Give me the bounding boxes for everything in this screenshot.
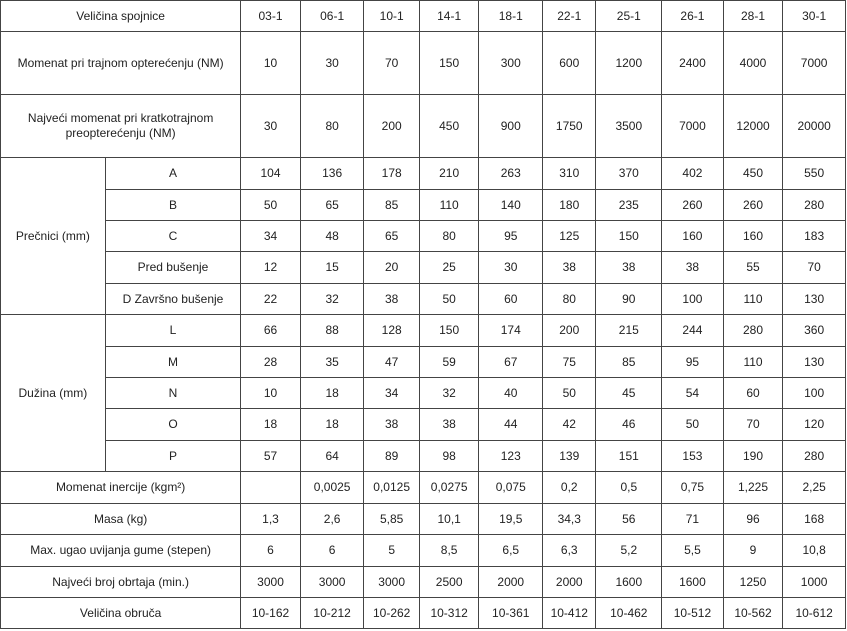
value-cell: 2000 (479, 567, 543, 598)
value-cell: 2,6 (300, 504, 364, 535)
value-cell: 71 (662, 504, 724, 535)
row-label: Veličina spojnice (1, 1, 241, 32)
value-cell: 95 (662, 347, 724, 378)
table-row (1, 158, 846, 190)
value-cell: 60 (723, 378, 783, 409)
value-cell: 46 (596, 409, 662, 441)
table-row (1, 32, 846, 95)
value-cell: 10-412 (543, 598, 596, 629)
value-cell: 20 (364, 252, 419, 284)
table-row (1, 315, 846, 347)
value-cell: 370 (596, 158, 662, 190)
value-cell: 10-162 (241, 598, 301, 629)
value-cell: 25 (419, 252, 479, 284)
value-cell: 550 (783, 158, 846, 190)
value-cell: 30 (300, 32, 364, 95)
table-row (1, 535, 846, 567)
value-cell: 1000 (783, 567, 846, 598)
value-cell: 54 (662, 378, 724, 409)
row-label: Max. ugao uvijanja gume (stepen) (1, 535, 241, 567)
value-cell: 59 (419, 347, 479, 378)
sub-label: N (105, 378, 241, 409)
value-cell: 10-562 (723, 598, 783, 629)
value-cell: 4000 (723, 32, 783, 95)
value-cell: 190 (723, 441, 783, 472)
value-cell: 8,5 (419, 535, 479, 567)
value-cell: 360 (783, 315, 846, 347)
value-cell: 0,75 (662, 472, 724, 504)
table-row (1, 221, 846, 252)
value-cell: 100 (662, 284, 724, 315)
value-cell: 0,075 (479, 472, 543, 504)
header-row (1, 1, 846, 32)
table-row (1, 441, 846, 472)
table-row (1, 347, 846, 378)
value-cell: 18 (300, 409, 364, 441)
value-cell: 1750 (543, 95, 596, 158)
value-cell: 75 (543, 347, 596, 378)
value-cell: 85 (596, 347, 662, 378)
value-cell: 50 (543, 378, 596, 409)
value-cell: 95 (479, 221, 543, 252)
value-cell: 6,5 (479, 535, 543, 567)
value-cell: 160 (723, 221, 783, 252)
value-cell: 180 (543, 190, 596, 221)
value-cell (241, 472, 301, 504)
value-cell: 310 (543, 158, 596, 190)
value-cell: 88 (300, 315, 364, 347)
value-cell: 70 (783, 252, 846, 284)
value-cell: 125 (543, 221, 596, 252)
value-cell: 130 (783, 284, 846, 315)
value-cell: 38 (364, 284, 419, 315)
row-label: Veličina obruča (1, 598, 241, 629)
value-cell: 64 (300, 441, 364, 472)
value-cell: 123 (479, 441, 543, 472)
value-cell: 10-512 (662, 598, 724, 629)
value-cell: 1,3 (241, 504, 301, 535)
row-label: Masa (kg) (1, 504, 241, 535)
group-label: Dužina (mm) (1, 315, 106, 472)
value-cell: 70 (364, 32, 419, 95)
value-cell: 10-612 (783, 598, 846, 629)
value-cell: 10,8 (783, 535, 846, 567)
value-cell: 80 (300, 95, 364, 158)
value-cell: 65 (364, 221, 419, 252)
value-cell: 10,1 (419, 504, 479, 535)
value-cell: 7000 (783, 32, 846, 95)
value-cell: 19,5 (479, 504, 543, 535)
table-row (1, 472, 846, 504)
value-cell: 10 (241, 32, 301, 95)
value-cell: 14-1 (419, 1, 479, 32)
sub-label: D Završno bušenje (105, 284, 241, 315)
value-cell: 5,5 (662, 535, 724, 567)
value-cell: 110 (723, 347, 783, 378)
value-cell: 50 (241, 190, 301, 221)
value-cell: 300 (479, 32, 543, 95)
value-cell: 34 (241, 221, 301, 252)
value-cell: 18 (241, 409, 301, 441)
value-cell: 1,225 (723, 472, 783, 504)
value-cell: 136 (300, 158, 364, 190)
value-cell: 244 (662, 315, 724, 347)
value-cell: 174 (479, 315, 543, 347)
value-cell: 260 (723, 190, 783, 221)
value-cell: 42 (543, 409, 596, 441)
group-label: Prečnici (mm) (1, 158, 106, 315)
value-cell: 263 (479, 158, 543, 190)
value-cell: 38 (596, 252, 662, 284)
value-cell: 110 (723, 284, 783, 315)
value-cell: 900 (479, 95, 543, 158)
value-cell: 25-1 (596, 1, 662, 32)
value-cell: 280 (723, 315, 783, 347)
value-cell: 38 (419, 409, 479, 441)
value-cell: 150 (596, 221, 662, 252)
value-cell: 10-312 (419, 598, 479, 629)
value-cell: 38 (543, 252, 596, 284)
value-cell: 06-1 (300, 1, 364, 32)
value-cell: 450 (419, 95, 479, 158)
value-cell: 89 (364, 441, 419, 472)
value-cell: 210 (419, 158, 479, 190)
row-label: Momenat inercije (kgm²) (1, 472, 241, 504)
value-cell: 66 (241, 315, 301, 347)
value-cell: 12 (241, 252, 301, 284)
value-cell: 22-1 (543, 1, 596, 32)
sub-label: Pred bušenje (105, 252, 241, 284)
value-cell: 200 (543, 315, 596, 347)
value-cell: 45 (596, 378, 662, 409)
value-cell: 65 (300, 190, 364, 221)
value-cell: 1600 (596, 567, 662, 598)
value-cell: 03-1 (241, 1, 301, 32)
value-cell: 0,5 (596, 472, 662, 504)
value-cell: 104 (241, 158, 301, 190)
value-cell: 120 (783, 409, 846, 441)
table-row (1, 252, 846, 284)
sub-label: B (105, 190, 241, 221)
value-cell: 6,3 (543, 535, 596, 567)
sub-label: A (105, 158, 241, 190)
value-cell: 2000 (543, 567, 596, 598)
value-cell: 44 (479, 409, 543, 441)
value-cell: 96 (723, 504, 783, 535)
value-cell: 5 (364, 535, 419, 567)
value-cell: 85 (364, 190, 419, 221)
value-cell: 10-1 (364, 1, 419, 32)
row-label: Momenat pri trajnom opterećenju (NM) (1, 32, 241, 95)
value-cell: 50 (662, 409, 724, 441)
value-cell: 0,0125 (364, 472, 419, 504)
value-cell: 2400 (662, 32, 724, 95)
sub-label: O (105, 409, 241, 441)
row-label: Najveći broj obrtaja (min.) (1, 567, 241, 598)
value-cell: 18 (300, 378, 364, 409)
value-cell: 30 (241, 95, 301, 158)
value-cell: 1600 (662, 567, 724, 598)
value-cell: 600 (543, 32, 596, 95)
value-cell: 34,3 (543, 504, 596, 535)
value-cell: 280 (783, 190, 846, 221)
value-cell: 160 (662, 221, 724, 252)
value-cell: 50 (419, 284, 479, 315)
value-cell: 5,2 (596, 535, 662, 567)
value-cell: 5,85 (364, 504, 419, 535)
value-cell: 10-212 (300, 598, 364, 629)
value-cell: 28 (241, 347, 301, 378)
value-cell: 402 (662, 158, 724, 190)
value-cell: 38 (662, 252, 724, 284)
value-cell: 183 (783, 221, 846, 252)
value-cell: 153 (662, 441, 724, 472)
value-cell: 60 (479, 284, 543, 315)
value-cell: 32 (419, 378, 479, 409)
value-cell: 6 (300, 535, 364, 567)
value-cell: 98 (419, 441, 479, 472)
value-cell: 22 (241, 284, 301, 315)
value-cell: 40 (479, 378, 543, 409)
value-cell: 235 (596, 190, 662, 221)
sub-label: P (105, 441, 241, 472)
table-row (1, 409, 846, 441)
value-cell: 215 (596, 315, 662, 347)
table-row (1, 598, 846, 629)
value-cell: 70 (723, 409, 783, 441)
value-cell: 26-1 (662, 1, 724, 32)
value-cell: 56 (596, 504, 662, 535)
value-cell: 47 (364, 347, 419, 378)
value-cell: 28-1 (723, 1, 783, 32)
value-cell: 6 (241, 535, 301, 567)
value-cell: 80 (419, 221, 479, 252)
value-cell: 150 (419, 32, 479, 95)
value-cell: 200 (364, 95, 419, 158)
value-cell: 55 (723, 252, 783, 284)
value-cell: 3000 (364, 567, 419, 598)
value-cell: 67 (479, 347, 543, 378)
value-cell: 30-1 (783, 1, 846, 32)
value-cell: 260 (662, 190, 724, 221)
value-cell: 3000 (241, 567, 301, 598)
sub-label: C (105, 221, 241, 252)
value-cell: 20000 (783, 95, 846, 158)
table-row (1, 190, 846, 221)
value-cell: 110 (419, 190, 479, 221)
value-cell: 15 (300, 252, 364, 284)
value-cell: 280 (783, 441, 846, 472)
value-cell: 1200 (596, 32, 662, 95)
value-cell: 18-1 (479, 1, 543, 32)
value-cell: 128 (364, 315, 419, 347)
sub-label: L (105, 315, 241, 347)
value-cell: 168 (783, 504, 846, 535)
value-cell: 0,0025 (300, 472, 364, 504)
value-cell: 1250 (723, 567, 783, 598)
value-cell: 0,0275 (419, 472, 479, 504)
value-cell: 0,2 (543, 472, 596, 504)
value-cell: 178 (364, 158, 419, 190)
value-cell: 150 (419, 315, 479, 347)
value-cell: 30 (479, 252, 543, 284)
value-cell: 10-462 (596, 598, 662, 629)
value-cell: 10-361 (479, 598, 543, 629)
value-cell: 139 (543, 441, 596, 472)
value-cell: 35 (300, 347, 364, 378)
table-row (1, 504, 846, 535)
value-cell: 140 (479, 190, 543, 221)
value-cell: 3000 (300, 567, 364, 598)
table-row (1, 567, 846, 598)
value-cell: 9 (723, 535, 783, 567)
value-cell: 3500 (596, 95, 662, 158)
value-cell: 450 (723, 158, 783, 190)
row-label: Najveći momenat pri kratkotrajnom preopterećenju (NM) (1, 95, 241, 158)
value-cell: 2,25 (783, 472, 846, 504)
value-cell: 2500 (419, 567, 479, 598)
value-cell: 100 (783, 378, 846, 409)
sub-label: M (105, 347, 241, 378)
table-row (1, 95, 846, 158)
value-cell: 10-262 (364, 598, 419, 629)
value-cell: 32 (300, 284, 364, 315)
value-cell: 57 (241, 441, 301, 472)
value-cell: 130 (783, 347, 846, 378)
value-cell: 151 (596, 441, 662, 472)
value-cell: 34 (364, 378, 419, 409)
value-cell: 12000 (723, 95, 783, 158)
table-row (1, 284, 846, 315)
table-row (1, 378, 846, 409)
value-cell: 80 (543, 284, 596, 315)
value-cell: 10 (241, 378, 301, 409)
value-cell: 7000 (662, 95, 724, 158)
value-cell: 90 (596, 284, 662, 315)
value-cell: 48 (300, 221, 364, 252)
value-cell: 38 (364, 409, 419, 441)
